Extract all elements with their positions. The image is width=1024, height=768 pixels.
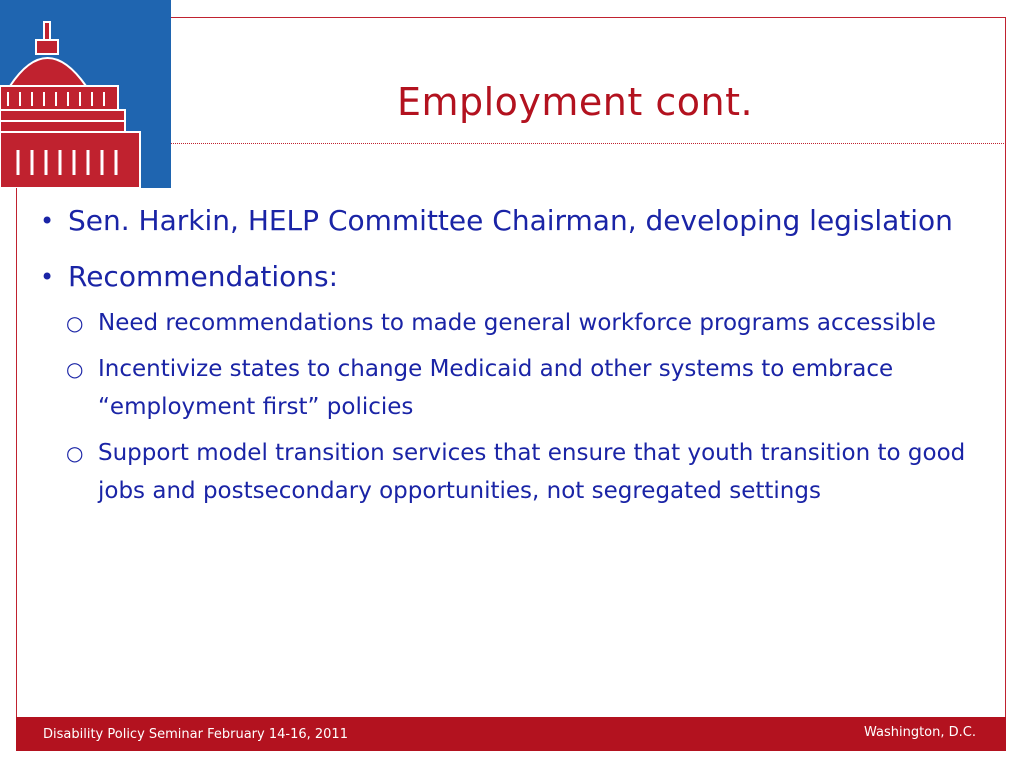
bullet-text: Sen. Harkin, HELP Committee Chairman, developing legislation xyxy=(68,204,953,237)
bullet-item xyxy=(38,200,978,242)
title-divider xyxy=(171,143,1006,144)
sub-bullet-text: Support model transition services that ensure that youth transition to good jobs and postsecondary opportunities, not segregated settings xyxy=(98,440,966,504)
bullet-item xyxy=(38,256,978,298)
circle-bullet-icon: ○ xyxy=(66,311,84,335)
sub-bullet-item xyxy=(38,350,978,426)
circle-bullet-icon: ○ xyxy=(66,441,84,465)
sub-bullet-item xyxy=(38,434,978,510)
bullet-icon: • xyxy=(40,207,55,235)
capitol-dome-icon xyxy=(0,0,171,188)
bullet-text: Recommendations: xyxy=(68,260,339,293)
footer-event-text: Disability Policy Seminar February 14-16, 2011 xyxy=(43,727,348,742)
sub-bullet-item xyxy=(38,304,978,342)
sub-bullet-text: Incentivize states to change Medicaid and other systems to embrace “employment first” policies xyxy=(98,356,894,420)
logo-block xyxy=(0,0,171,188)
footer-bar xyxy=(16,717,1006,751)
footer-location-text: Washington, D.C. xyxy=(863,725,976,740)
slide-title: Employment cont. xyxy=(396,80,754,124)
slide-content xyxy=(38,200,978,518)
circle-bullet-icon: ○ xyxy=(66,357,84,381)
bullet-icon: • xyxy=(40,263,55,291)
sub-bullet-text: Need recommendations to made general workforce programs accessible xyxy=(98,310,936,336)
